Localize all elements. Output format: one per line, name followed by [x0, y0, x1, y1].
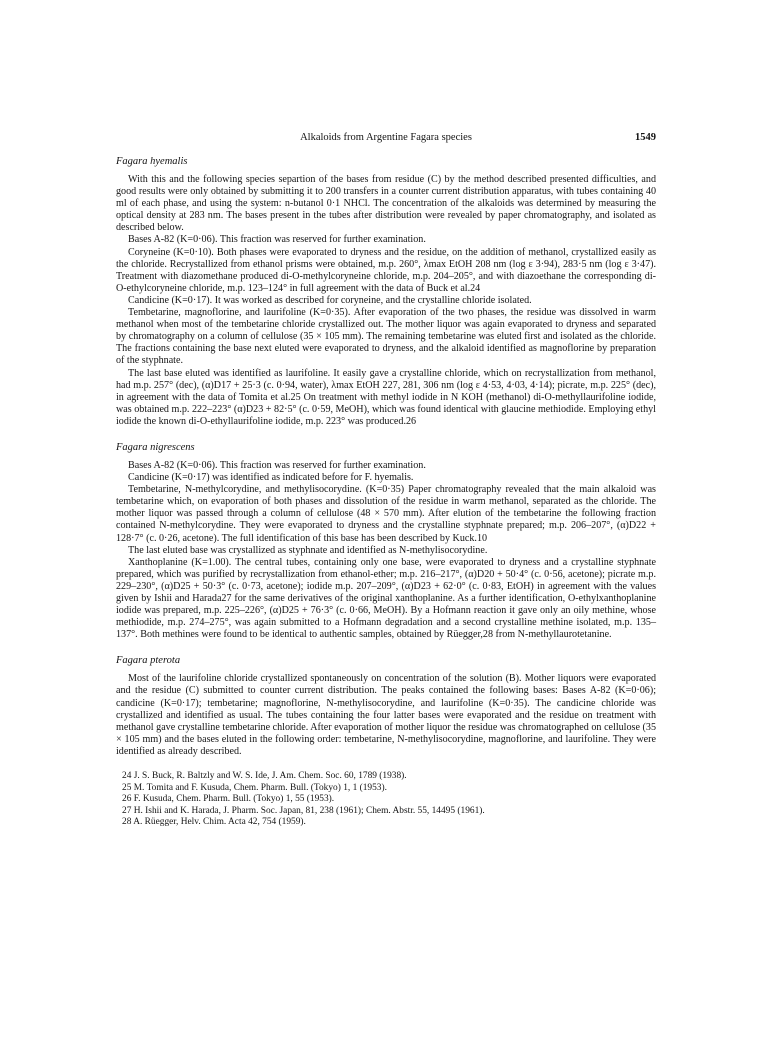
paragraph: Xanthoplanine (K=1.00). The central tubes, containing only one base, were evaporated to dryness and a crystalline styphnate prepared, which was purified by recrystallization from ethanol-ether; m.p. 216–217°, (α)D20 + 50·4° (c. 0·56, acetone); picrate m.p. 229–230°, (α)D25 + 50·3° (c. 0·73, acetone); iodide m.p. 207–209°, (α)D23 + 62·0° (c. 0·83, EtOH) in agreement with the values given by Ishii and Harada27 for the same derivatives of the original xanthoplanine. As a further identification, O-ethylxanthoplanine iodide was prepared, m.p. 225–226°, (α)D25 + 76·3° (c. 0·66, MeOH). By a Hofmann reaction it gave only an oily methine, whose methiodide, m.p. 274–275°, was again submitted to a Hofmann degradation and a second crystalline methine isolated, m.p. 135–137°. Both methines were found to be identical to authentic samples, obtained by Rüegger,28 from N-methyllaurotetanine.	[116, 556, 656, 641]
section-fagara-hyemalis	[116, 156, 656, 428]
paragraph: Bases A-82 (K=0·06). This fraction was reserved for further examination.	[128, 234, 426, 246]
running-header	[116, 132, 656, 150]
running-title: Alkaloids from Argentine Fagara species	[300, 132, 472, 143]
section-fagara-pterota	[116, 655, 656, 758]
paragraph: The last base eluted was identified as laurifoline. It easily gave a crystalline chloride, which on recrystallization from methanol, had m.p. 257° (dec), (α)D17 + 25·3 (c. 0·94, water), λmax EtOH 227, 281, 306 nm (log ε 4·53, 4·03, 4·14); picrate, m.p. 225° (dec), in agreement with the data of Tomita et al.25 On treatment with methyl iodide in N KOH (methanol) di-O-methyllaurifoline iodide, was obtained m.p. 222–223° (α)D23 + 82·5° (c. 0·59, MeOH), which was found identical with glaucine methiodide. Employing ethyl iodide the known di-O-ethyllaurifoline iodide, m.p. 223° was produced.26	[116, 367, 656, 427]
paragraph: With this and the following species separtion of the bases from residue (C) by the method described presented difficulties, and good results were only obtained by submitting it to 200 transfers in a counter current distribution apparatus, with tubes containing 40 ml of each phase, and using the system: n-butanol 0·1 NHCl. The concentration of the alkaloids was determined by measuring the optical density at 283 nm. The bases present in the tubes after distribution were revealed by paper chromatography, and isolated as described below.	[116, 174, 656, 234]
paragraph: Coryneine (K=0·10). Both phases were evaporated to dryness and the residue, on the addition of methanol, crystallized easily as the chloride. Recrystallized from ethanol prisms were obtained, m.p. 260°, λmax EtOH 208 nm (log ε 3·94), 283·5 nm (log ε 3·47). Treatment with diazomethane produced di-O-methylcoryneine chloride, m.p. 204–205°, and with diazoethane the corresponding di-O-ethylcoryneine chloride, m.p. 123–124° in full agreement with the data of Buck et al.24	[116, 246, 656, 294]
reference-item: 24 J. S. Buck, R. Baltzly and W. S. Ide, J. Am. Chem. Soc. 60, 1789 (1938).	[122, 771, 407, 782]
section-heading: Fagara pterota	[116, 655, 181, 667]
section-heading: Fagara nigrescens	[116, 441, 195, 453]
reference-item: 25 M. Tomita and F. Kusuda, Chem. Pharm. Bull. (Tokyo) 1, 1 (1953).	[122, 782, 387, 793]
paragraph: Candicine (K=0·17). It was worked as described for coryneine, and the crystalline chloride isolated.	[128, 294, 532, 306]
paragraph: Candicine (K=0·17) was identified as indicated before for F. hyemalis.	[128, 472, 414, 484]
paragraph: The last eluted base was crystallized as styphnate and identified as N-methylisocorydine.	[128, 544, 488, 556]
paragraph: Bases A-82 (K=0·06). This fraction was reserved for further examination.	[128, 459, 426, 471]
page-number: 1549	[635, 132, 656, 143]
reference-item: 26 F. Kusuda, Chem. Pharm. Bull. (Tokyo) 1, 55 (1953).	[122, 794, 335, 805]
reference-item: 28 A. Rüegger, Helv. Chim. Acta 42, 754 (1959).	[122, 817, 306, 828]
reference-item: 27 H. Ishii and K. Harada, J. Pharm. Soc. Japan, 81, 238 (1961); Chem. Abstr. 55, 14495 (1961).	[122, 805, 485, 816]
journal-page	[116, 132, 656, 829]
paragraph: Tembetarine, N-methylcorydine, and methylisocorydine. (K=0·35) Paper chromatography revealed that the main alkaloid was tembetarine which, on evaporation of both phases and dissolution of the residue in warm methanol, separated as the chloride. The mother liquor was passed through a column of cellulose (48 × 570 mm). After elution of the tembetarine the following fraction contained N-methylcorydine. They were evaporated to dryness and the crystalline styphnate prepared; m.p. 206–207°, (α)D22 + 128·7° (c. 0·26, acetone). The full identification of this base has been described by Kuck.10	[116, 484, 656, 544]
section-heading: Fagara hyemalis	[116, 156, 188, 167]
references-list	[116, 771, 656, 829]
section-fagara-nigrescens	[116, 442, 656, 641]
paragraph: Most of the laurifoline chloride crystallized spontaneously on concentration of the solution (B). Mother liquors were evaporated and the residue (C) submitted to counter current distribution. The peaks contained the following bases: Bases A-82 (K=0·06); candicine (K=0·17); tembetarine; magnoflorine, N-methylisocorydine, and laurifoline (K=0·35). The candicine chloride was crystallized and identified as usual. The tubes containing the four latter bases were evaporated and the residue on treatment with methanol gave crystalline tembetarine chloride. After evaporation of mother liquor the residue was chromatographed on cellulose (35 × 105 mm) and the bases eluted in the following order: tembetarine, N-methylisocorydine, magnoflorine, and laurifoline. They were identified as already described.	[116, 673, 656, 757]
paragraph: Tembetarine, magnoflorine, and laurifoline (K=0·35). After evaporation of the two phases, the residue was dissolved in warm methanol when most of the tembetarine chloride crystallized out. The mother liquor was again evaporated to dryness and separated by chromatography on a column of cellulose (35 × 105 mm). The remaining tembetarine was eluted first and isolated as the chloride. The fractions containing the base next eluted were evaporated to dryness, and the alkaloid identified as magnoflorine by preparation of the styphnate.	[116, 307, 656, 367]
